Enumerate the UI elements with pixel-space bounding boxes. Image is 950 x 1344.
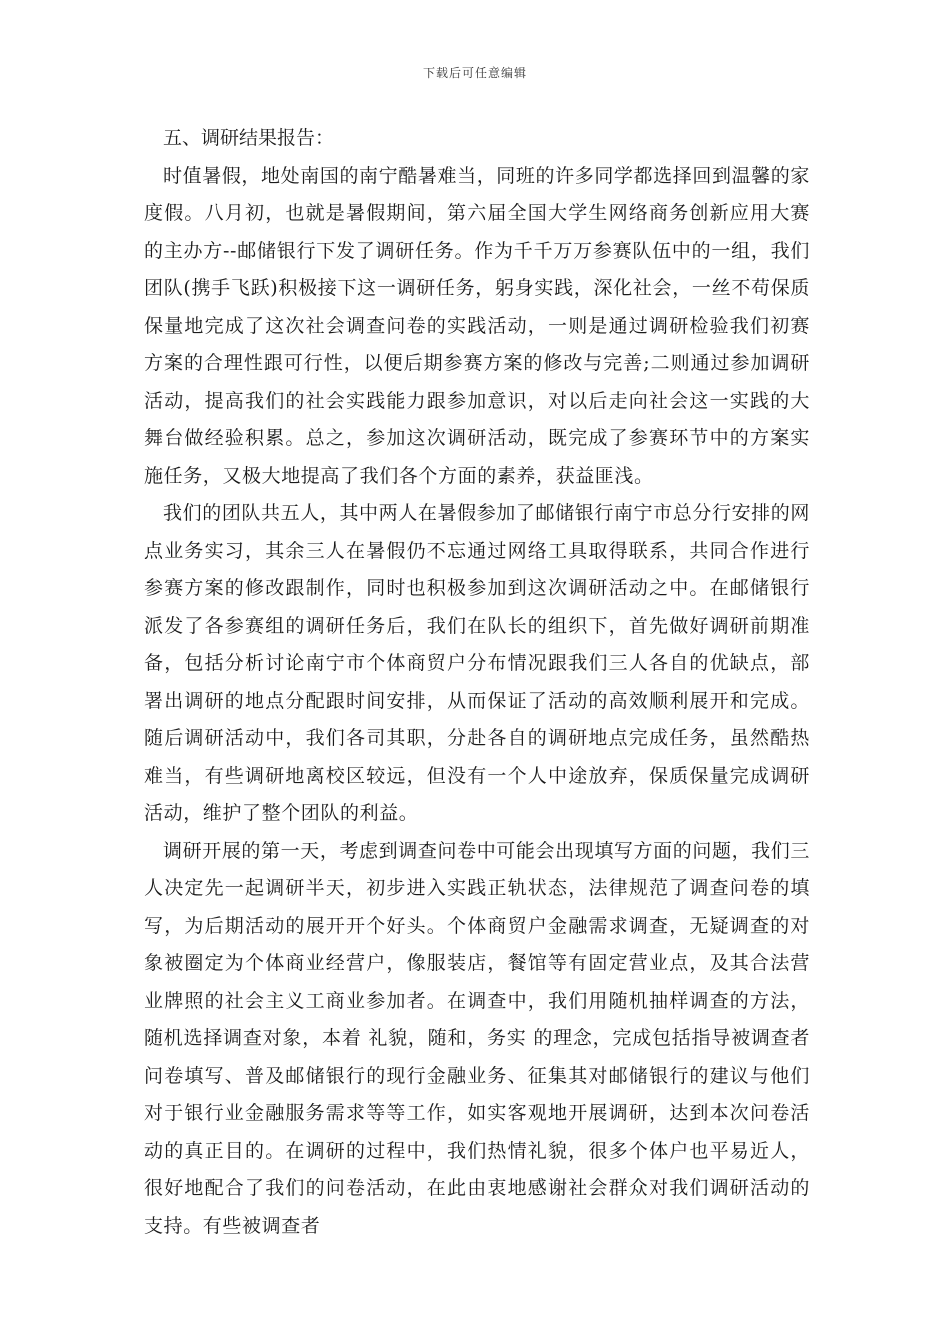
paragraph-2: 我们的团队共五人，其中两人在暑假参加了邮储银行南宁市总分行安排的网点业务实习，其余三人在暑假仍不忘通过网络工具取得联系，共同合作进行参赛方案的修改跟制作，同时也积极参加到这次调研活动之中。在邮储银行派发了各参赛组的调研任务后，我们在队长的组织下，首先做好调研前期准备，包括分析讨论南宁市个体商贸户分布情况跟我们三人各自的优缺点，部署出调研的地点分配跟时间安排，从而保证了活动的高效顺利展开和完成。随后调研活动中，我们各司其职，分赴各自的调研地点完成任务，虽然酷热难当，有些调研地离校区较远，但没有一个人中途放弃，保质保量完成调研活动，维护了整个团队的利益。	[144, 502, 810, 824]
page-header: 下载后可任意编辑	[422, 66, 527, 80]
paragraph-3: 调研开展的第一天，考虑到调查问卷中可能会出现填写方面的问题，我们三人决定先一起调研半天，初步进入实践正轨状态，法律规范了调查问卷的填写，为后期活动的展开开个好头。个体商贸户金融需求调查，无疑调查的对象被圈定为个体商业经营户，像服装店，餐馆等有固定营业点，及其合法营业牌照的社会主义工商业参加者。在调查中，我们用随机抽样调查的方法，随机选择调查对象，本着 礼貌，随和，务实 的理念，完成包括指导被调查者问卷填写、普及邮储银行的现行金融业务、征集其对邮储银行的建议与他们对于银行业金融服务需求等等工作，如实客观地开展调研，达到本次问卷活动的真正目的。在调研的过程中，我们热情礼貌，很多个体户也平易近人，很好地配合了我们的问卷活动，在此由衷地感谢社会群众对我们调研活动的支持。有些被调查者	[144, 839, 810, 1237]
paragraph-1: 时值暑假，地处南国的南宁酷暑难当，同班的许多同学都选择回到温馨的家度假。八月初，也就是暑假期间，第六届全国大学生网络商务创新应用大赛的主办方--邮储银行下发了调研任务。作为千千万万参赛队伍中的一组，我们团队(携手飞跃)积极接下这一调研任务，躬身实践，深化社会，一丝不苟保质保量地完成了这次社会调查问卷的实践活动，一则是通过调研检验我们初赛方案的合理性跟可行性，以便后期参赛方案的修改与完善;二则通过参加调研活动，提高我们的社会实践能力跟参加意识，对以后走向社会这一实践的大舞台做经验积累。总之，参加这次调研活动，既完成了参赛环节中的方案实施任务，又极大地提高了我们各个方面的素养，获益匪浅。	[144, 164, 810, 487]
section-heading: 五、调研结果报告：	[163, 127, 335, 149]
document-body	[144, 120, 810, 1245]
